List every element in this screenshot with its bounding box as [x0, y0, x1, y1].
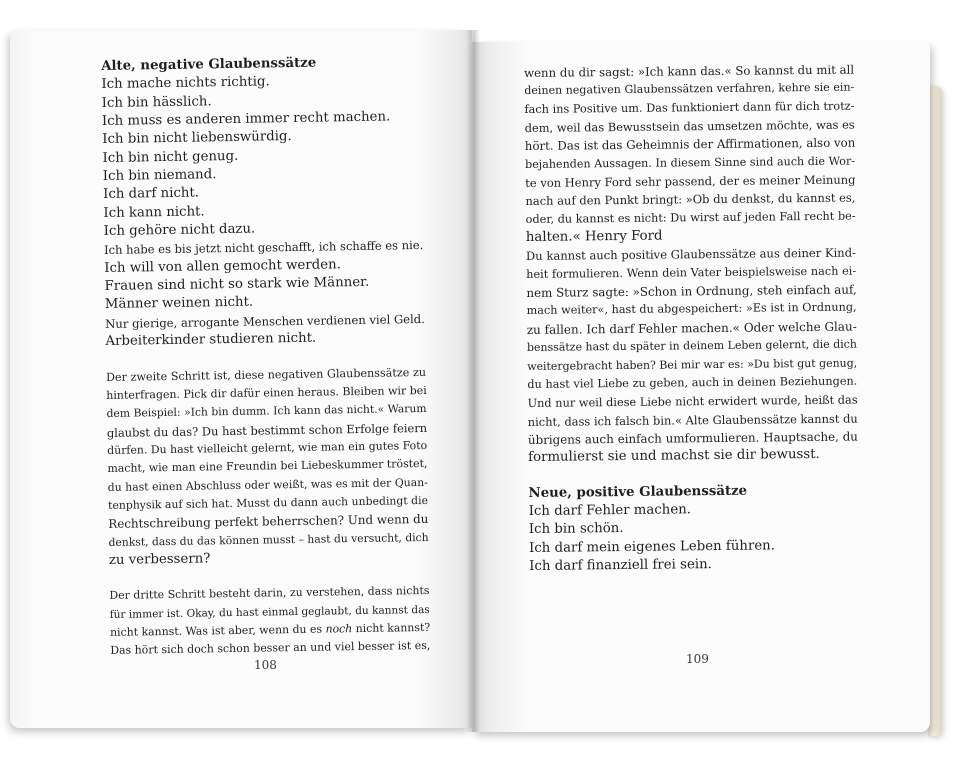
page-edges	[928, 86, 942, 736]
text-line: zu verbessern?	[108, 551, 211, 568]
text-line: macht, wie man eine Freundin bei Liebeskummer tröstet,	[107, 457, 428, 476]
old-beliefs-heading: Alte, negative Glaubenssätze	[101, 55, 317, 74]
text-line: Rechtschreibung perfekt beherrschen? Und wenn du	[108, 512, 429, 532]
old-beliefs-list	[101, 71, 425, 351]
text-line: nem Sturz sagte: »Schon in Ordnung, steh einfach auf,	[526, 282, 857, 301]
belief-line: Ich muss es anderen immer recht machen.	[101, 109, 391, 130]
text-line: dem, weil das Bewusstsein das umsetzen möchte, was es	[524, 117, 855, 136]
belief-line: Ich darf nicht.	[103, 185, 200, 203]
text-line: weitergebracht haben? Bei mir war es: »Du bist gut genug,	[527, 356, 858, 373]
new-beliefs-list	[529, 499, 860, 576]
text-line: te von Henry Ford sehr passend, der es meiner Meinung	[525, 172, 856, 191]
page-number-right: 109	[686, 652, 709, 666]
text-line: hinterfragen. Pick dir dafür einen heraus. Bleiben wir bei	[106, 383, 427, 402]
text-line: bejahenden Aussagen. In diesem Sinne sind auch die Wor-	[524, 154, 856, 171]
text-line: du hast einen Abschluss oder weißt, was es mit der Quan-	[107, 475, 428, 494]
text-line: Das hört sich doch schon besser an und viel besser ist es,	[110, 639, 431, 658]
text-line: Der dritte Schritt besteht darin, zu verstehen, dass nichts	[109, 584, 430, 603]
belief-line: Ich bin hässlich.	[101, 93, 212, 111]
text-line: Und nur weil diese Liebe nicht erwidert wurde, heißt das	[527, 392, 858, 411]
belief-line: Ich bin nicht liebenswürdig.	[102, 129, 292, 148]
text-line: heit formulieren. Wenn dein Vater beispielsweise nach ei-	[526, 264, 857, 281]
text-segment: nicht kannst. Was ist aber, wenn du es	[109, 622, 326, 639]
emphasis-noch: noch	[325, 622, 353, 636]
text-line: tenphysik auf sich hat. Musst du dann auch unbedingt die	[107, 493, 429, 512]
belief-line: Ich mache nichts richtig.	[101, 74, 270, 93]
left-page-text	[101, 53, 430, 661]
new-beliefs-heading: Neue, positive Glaubenssätze	[528, 483, 748, 501]
page-number-left: 108	[254, 658, 277, 672]
belief-line: Männer weinen nicht.	[104, 295, 254, 313]
belief-line: Ich gehöre nicht dazu.	[103, 221, 256, 240]
belief-line: Ich darf mein eigenes Leben führen.	[528, 537, 776, 556]
text-line: oder, du kannst es nicht: Du wirst auf jeden Fall recht be-	[525, 209, 856, 226]
text-line: glaubst du das? Du hast bestimmt schon Erfolge feiern	[106, 420, 428, 440]
text-segment: nicht kannst?	[352, 620, 431, 636]
text-line: fach ins Positive um. Das funktioniert dann für dich trotz-	[524, 99, 855, 116]
paragraph-positive-beliefs	[526, 244, 858, 468]
belief-line: Arbeiterkinder studieren nicht.	[105, 330, 317, 350]
text-line: denkst, dass du das können musst – hast du versucht, dich	[108, 530, 429, 549]
text-line: benssätze hast du später in deinem Leben gelernt, die dich	[526, 337, 858, 355]
paragraph-third-step	[109, 582, 430, 660]
belief-line: Ich bin schön.	[528, 521, 624, 538]
text-line: halten.« Henry Ford	[525, 228, 663, 246]
text-line: dürfen. Du hast vielleicht gelernt, wie man ein gutes Foto	[107, 438, 428, 457]
text-line: nach auf den Punkt bringt: »Ob du denkst, du kannst es,	[525, 190, 856, 209]
text-line: du hast viel Liebe zu geben, auch in deinen Beziehungen.	[527, 374, 858, 391]
belief-line: Ich habe es bis jetzt nicht geschafft, ich schaffe es nie.	[103, 238, 424, 258]
belief-line: Ich bin niemand.	[102, 167, 217, 185]
paragraph-second-step	[106, 363, 429, 570]
belief-line: Nur gierige, arrogante Menschen verdienen viel Geld.	[105, 311, 425, 331]
text-line: dem Beispiel: »Ich bin dumm. Ich kann das nicht.« Warum	[106, 402, 427, 421]
text-line: übrigens auch einfach umformulieren. Hauptsache, du	[527, 429, 858, 447]
text-line: Du kannst auch positive Glaubenssätze aus deiner Kind-	[525, 245, 857, 264]
belief-line: Ich kann nicht.	[103, 204, 205, 221]
belief-line: Ich darf Fehler machen.	[528, 502, 692, 519]
paragraph-continuation	[524, 61, 856, 248]
text-line: Der zweite Schritt ist, diese negativen Glaubenssätze zu	[105, 365, 427, 384]
text-line: mach weiter«, hast du abgespeichert: »Es ist in Ordnung,	[526, 300, 857, 318]
text-line: zu fallen. Ich darf Fehler machen.« Oder welche Glau-	[526, 319, 857, 337]
belief-line: Ich bin nicht genug.	[102, 148, 239, 166]
belief-line: Ich darf finanziell frei sein.	[529, 556, 712, 574]
text-line: deinen negativen Glaubenssätzen verfahren, kehre sie ein-	[524, 80, 855, 98]
text-line: formulierst sie und machst sie dir bewusst.	[528, 447, 820, 466]
text-line: wenn du dir sagst: »Ich kann das.« So kannst du mit all	[524, 62, 855, 80]
text-line: nicht, dass ich falsch bin.« Alte Glaubenssätze kannst du	[527, 411, 858, 429]
belief-line: Frauen sind nicht so stark wie Männer.	[104, 274, 370, 295]
book-spine	[466, 30, 480, 732]
text-line: für immer ist. Okay, du hast einmal geglaubt, du kannst das	[109, 603, 430, 621]
text-line: hört. Das ist das Geheimnis der Affirmationen, also von	[524, 135, 856, 154]
belief-line: Ich will von allen gemocht werden.	[104, 257, 342, 276]
right-page-text	[524, 61, 859, 577]
